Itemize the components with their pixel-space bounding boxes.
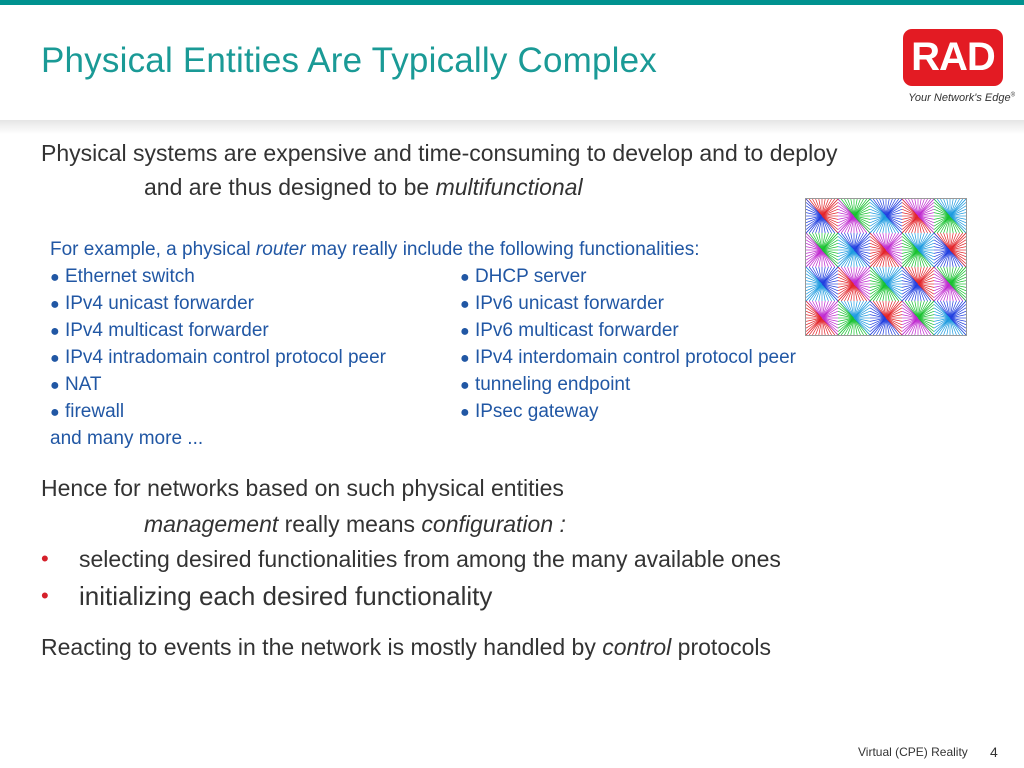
red-bullet-icon: • xyxy=(41,583,49,608)
list-item xyxy=(50,347,386,369)
management-emphasis: management xyxy=(144,511,279,537)
bullet-icon: ● xyxy=(460,404,470,421)
multifunctional-emphasis: multifunctional xyxy=(435,174,583,200)
functionality-label: IPv6 multicast forwarder xyxy=(474,320,679,341)
management-line xyxy=(144,511,566,538)
example-lead-suffix: may really include the following functionalities: xyxy=(305,239,700,260)
functionality-label: IPv4 unicast forwarder xyxy=(64,293,254,314)
list-item xyxy=(460,293,664,315)
intro-line-1: Physical systems are expensive and time-consuming to develop and to deploy xyxy=(41,140,838,166)
hence-line: Hence for networks based on such physical entities xyxy=(41,475,564,501)
bullet-icon: ● xyxy=(460,377,470,394)
functionality-label: IPv4 multicast forwarder xyxy=(64,320,269,341)
example-lead-prefix: For example, a physical xyxy=(50,239,256,260)
list-item xyxy=(50,293,254,315)
list-item xyxy=(460,266,587,288)
page-number: 4 xyxy=(990,744,998,760)
configuration-emphasis: configuration : xyxy=(421,511,566,537)
logo-text: RAD xyxy=(911,35,995,79)
intro-line-2 xyxy=(144,174,583,201)
router-emphasis: router xyxy=(255,239,306,260)
functionality-label: IPv4 interdomain control protocol peer xyxy=(474,347,797,368)
bullet-icon: ● xyxy=(460,323,470,340)
list-item xyxy=(460,320,679,342)
functionality-label: NAT xyxy=(64,374,102,395)
slide-title: Physical Entities Are Typically Complex xyxy=(41,41,658,80)
list-item xyxy=(50,401,124,423)
bullet-icon: ● xyxy=(460,350,470,367)
bullet-icon: ● xyxy=(50,323,60,340)
list-item xyxy=(460,401,599,423)
and-many-more: and many more ... xyxy=(50,428,204,449)
list-item xyxy=(50,374,102,396)
bullet-icon: ● xyxy=(460,296,470,313)
functionality-label: tunneling endpoint xyxy=(474,374,631,395)
functionality-label: IPv6 unicast forwarder xyxy=(474,293,664,314)
functionality-label: IPsec gateway xyxy=(474,401,599,422)
control-emphasis: control xyxy=(602,634,672,660)
functionality-label: Ethernet switch xyxy=(64,266,195,287)
bullet-icon: ● xyxy=(50,269,60,286)
bullet-icon: ● xyxy=(460,269,470,286)
bullet-icon: ● xyxy=(50,296,60,313)
reacting-prefix: Reacting to events in the network is mostly handled by xyxy=(41,634,603,660)
header-shadow xyxy=(0,120,1024,134)
moire-lattice-image xyxy=(805,198,967,336)
footer-label: Virtual (CPE) Reality xyxy=(858,745,968,759)
bullet-icon: ● xyxy=(50,404,60,421)
tagline-text: Your Network's Edge xyxy=(908,92,1011,104)
rad-logo xyxy=(903,29,1003,89)
list-item xyxy=(460,347,796,369)
reacting-line xyxy=(41,634,771,661)
list-item xyxy=(460,374,630,396)
example-lead xyxy=(50,239,700,261)
red-bullet-icon: • xyxy=(41,546,49,571)
intro-line-2-text: and are thus designed to be xyxy=(144,174,436,200)
bullet-icon: ● xyxy=(50,350,60,367)
list-item xyxy=(50,320,269,342)
config-bullet-text: selecting desired functionalities from among the many available ones xyxy=(79,546,781,572)
logo-tagline xyxy=(870,92,1015,104)
management-mid: really means xyxy=(278,511,422,537)
functionality-label: IPv4 intradomain control protocol peer xyxy=(64,347,387,368)
functionality-label: firewall xyxy=(64,401,125,422)
functionality-label: DHCP server xyxy=(474,266,587,287)
bullet-icon: ● xyxy=(50,377,60,394)
registered-mark: ® xyxy=(1010,92,1015,99)
reacting-suffix: protocols xyxy=(671,634,772,660)
config-bullet-text: initializing each desired functionality xyxy=(79,581,493,611)
list-item xyxy=(50,266,195,288)
